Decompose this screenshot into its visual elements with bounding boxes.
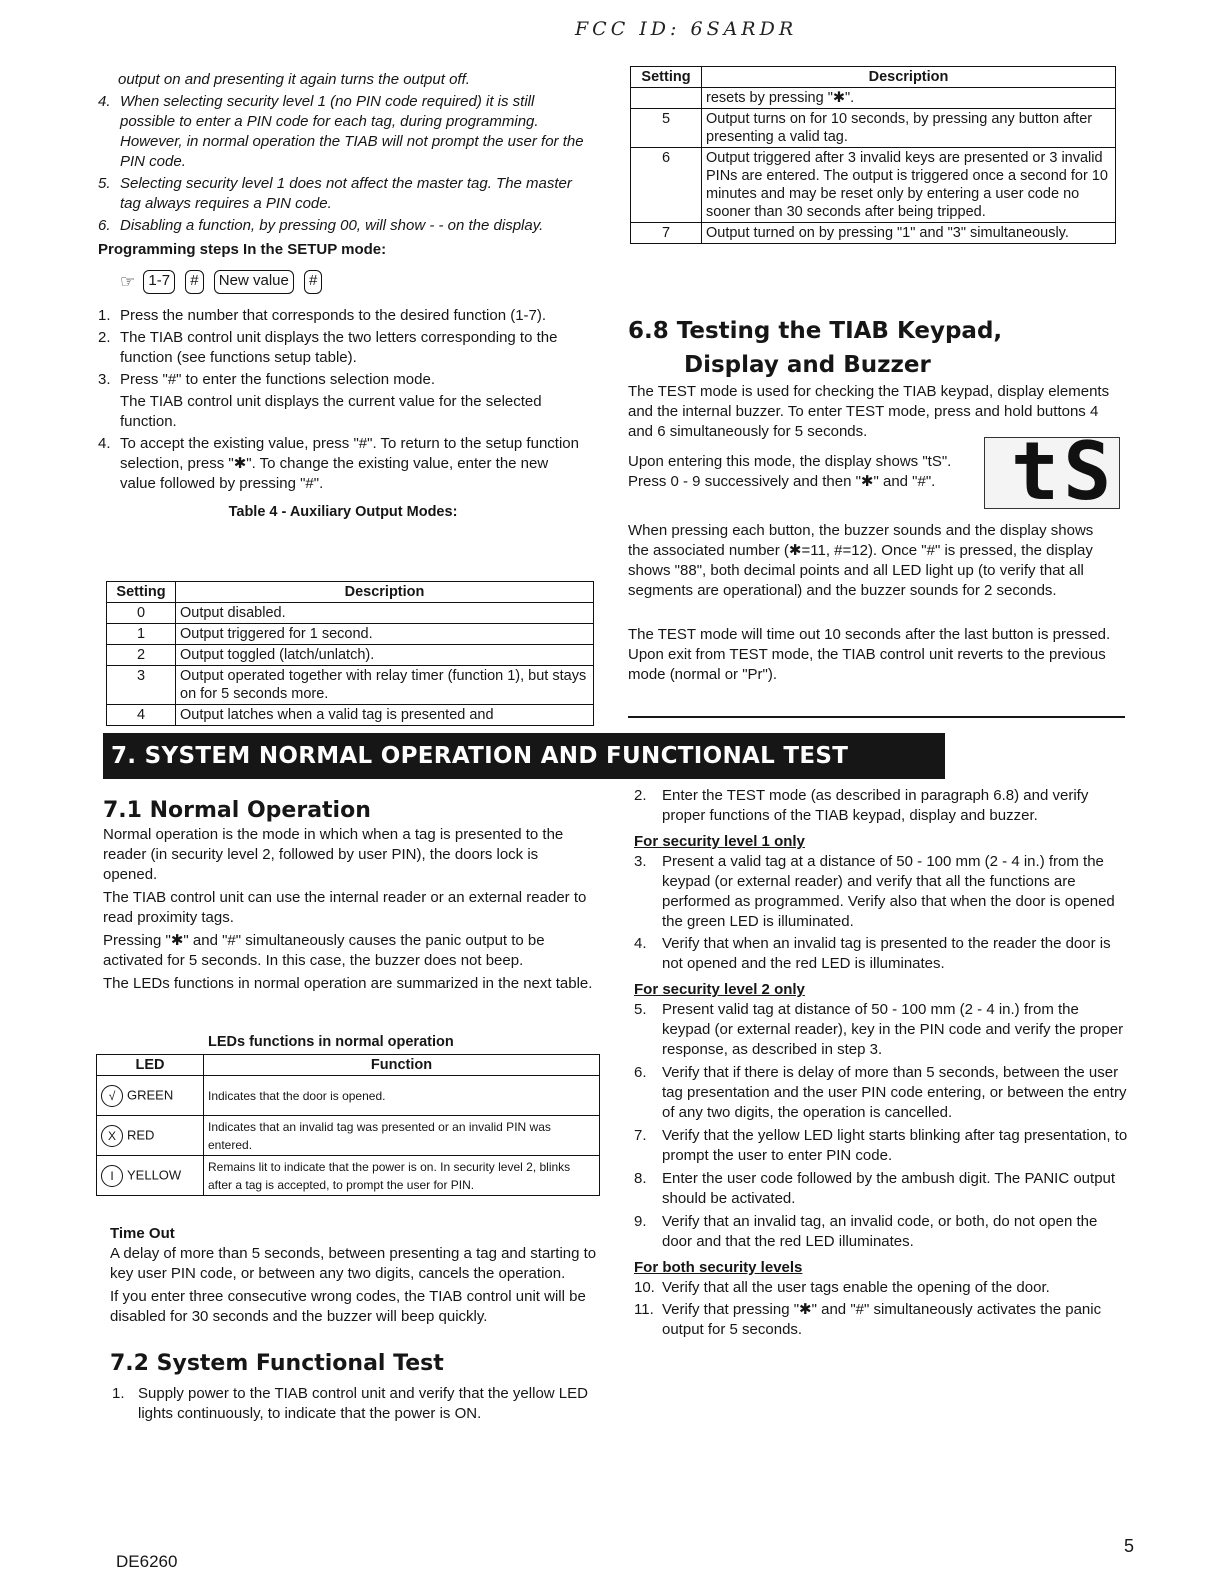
note-6: 6. Disabling a function, by pressing 00, will show - - on the display. (98, 217, 544, 234)
led-functions-table (96, 1054, 600, 1196)
power-icon: I (101, 1165, 123, 1187)
functional-step-8: 8. Enter the user code followed by the ambush digit. The PANIC output should be activated. (634, 1170, 1116, 1207)
both-levels-heading: For both security levels (634, 1259, 803, 1276)
note-4: 4. When selecting security level 1 (no PIN code required) it is still possible to enter a PIN code for each tag, during programming. However, in normal operation the TIAB will not prompt the user for the PIN code. (98, 93, 584, 170)
key-hash-2: # (304, 270, 322, 294)
continued-note: output on and presenting it again turns the output off. (118, 71, 470, 88)
table-row: 1 Output triggered for 1 second. (107, 624, 594, 645)
functional-step-4: 4. Verify that when an invalid tag is presented to the reader the door is not opened and the red LED is illuminates. (634, 935, 1111, 972)
led-table-caption: LEDs functions in normal operation (208, 1034, 454, 1050)
pointing-hand-icon: ☞ (120, 272, 136, 291)
table-row: 4 Output latches when a valid tag is presented and (107, 705, 594, 726)
function-header: Function (204, 1055, 600, 1076)
table-row: 5 Output turns on for 10 seconds, by pressing any button after presenting a valid tag. (631, 109, 1116, 148)
table-header-setting: Setting (107, 582, 176, 603)
functional-step-1: 1. Supply power to the TIAB control unit and verify that the yellow LED lights continuously, to indicate that the power is ON. (112, 1385, 588, 1422)
section-7-1-title: 7.1 Normal Operation (103, 798, 371, 823)
functional-step-2: 2. Enter the TEST mode (as described in paragraph 6.8) and verify proper functions of the TIAB keypad, display and buzzer. (634, 787, 1089, 824)
test-mode-buttons: When pressing each button, the buzzer sounds and the display shows the associated number (✱=11, #=12). Once "#" is pressed, the display shows "88", both decimal points and all LED light up (to verify that all segments are operational) and the buzzer sounds for 2 seconds. (628, 522, 1094, 599)
key-new-value: New value (214, 270, 294, 294)
section-divider (628, 716, 1125, 718)
level2-heading: For security level 2 only (634, 981, 805, 998)
timeout-heading: Time Out (110, 1225, 175, 1242)
timeout-p2: If you enter three consecutive wrong codes, the TIAB control unit will be disabled for 30 seconds and the buzzer will beep quickly. (110, 1288, 586, 1325)
table-row: 2 Output toggled (latch/unlatch). (107, 645, 594, 666)
section-7-2-title: 7.2 System Functional Test (110, 1351, 444, 1376)
functional-test-right (634, 786, 1128, 1342)
functional-step-5: 5. Present valid tag at distance of 50 - 100 mm (2 - 4 in.) from the keypad (or external reader), key in the PIN code and verify the proper response, as described in step 3. (634, 1001, 1124, 1058)
table-header-setting: Setting (631, 67, 702, 88)
section-7-banner: 7. SYSTEM NORMAL OPERATION AND FUNCTIONAL TEST (103, 733, 945, 779)
table4-caption: Table 4 - Auxiliary Output Modes: (228, 504, 458, 520)
functional-step-10: 10. Verify that all the user tags enable the opening of the door. (634, 1279, 1050, 1296)
key-sequence (120, 270, 588, 298)
normal-op-p4: The LEDs functions in normal operation are summarized in the next table. (103, 975, 593, 992)
step-4: 4. To accept the existing value, press "#". To return to the setup function selection, press "✱". To change the existing value, enter the new value followed by pressing "#". (98, 435, 579, 492)
step-1: 1. Press the number that corresponds to the desired function (1-7). (98, 307, 547, 324)
table-row: 7 Output turned on by pressing "1" and "3" simultaneously. (631, 223, 1116, 244)
left-top-column (98, 70, 588, 522)
document-code: DE6260 (116, 1552, 178, 1571)
normal-op-p3: Pressing "✱" and "#" simultaneously causes the panic output to be activated for 5 seconds. In this case, the buzzer does not beep. (103, 932, 545, 969)
fcc-id-handwritten: FCC ID: 6SARDR (575, 18, 798, 40)
functional-step-11: 11. Verify that pressing "✱" and "#" simultaneously activates the panic output for 5 seconds. (634, 1301, 1102, 1338)
display-readout: tS (1011, 425, 1116, 518)
table-row: resets by pressing "✱". (631, 88, 1116, 109)
functional-step-7: 7. Verify that the yellow LED light starts blinking after tag presentation, to prompt the user to enter PIN code. (634, 1127, 1128, 1164)
led-header: LED (97, 1055, 204, 1076)
normal-op-p1: Normal operation is the mode in which when a tag is presented to the reader (in security level 2, followed by user PIN), the doors lock is opened. (103, 826, 564, 883)
table-row: 3 Output operated together with relay timer (function 1), but stays on for 5 seconds more. (107, 666, 594, 705)
key-1-7: 1-7 (143, 270, 175, 294)
level1-heading: For security level 1 only (634, 833, 805, 850)
check-icon: √ (101, 1085, 123, 1107)
setup-steps-heading: Programming steps In the SETUP mode: (98, 241, 387, 258)
functional-step-6: 6. Verify that if there is delay of more than 5 seconds, between the user tag presentation and the user PIN code entering, or between the entry of any two digits, the operation is cancelled. (634, 1064, 1127, 1121)
display-seven-segment (984, 425, 1120, 518)
normal-operation-text (103, 825, 595, 994)
note-5: 5. Selecting security level 1 does not affect the master tag. The master tag always requires a PIN code. (98, 175, 572, 212)
table-row: 0 Output disabled. (107, 603, 594, 624)
functional-step-9: 9. Verify that an invalid tag, an invalid code, or both, do not open the door and that the red LED illuminates. (634, 1213, 1098, 1250)
key-hash: # (185, 270, 203, 294)
section-6-8-title: 6.8 Testing the TIAB Keypad, (628, 318, 1003, 344)
step-2: 2. The TIAB control unit displays the two letters corresponding to the function (see functions setup table). (98, 329, 558, 366)
step-3: 3. Press "#" to enter the functions selection mode. (98, 371, 435, 388)
section-6-8-title-line2: Display and Buzzer (684, 352, 931, 378)
table-row: I YELLOW Remains lit to indicate that the power is on. In security level 2, blinks after a tag is accepted, to prompt the user for PIN. (97, 1156, 600, 1196)
functional-step-3: 3. Present a valid tag at a distance of 50 - 100 mm (2 - 4 in.) from the keypad (or external reader) and verify that all the functions are performed as programmed. Verify also that when the door is opened the green LED is illuminated. (634, 853, 1115, 930)
test-mode-entry: Upon entering this mode, the display shows "tS". Press 0 - 9 successively and then "✱" and "#". (628, 453, 952, 490)
table-header-description: Description (702, 67, 1116, 88)
table-header-description: Description (176, 582, 594, 603)
aux-output-table-continued (630, 66, 1116, 244)
aux-output-table (106, 581, 594, 726)
normal-op-p2: The TIAB control unit can use the internal reader or an external reader to read proximity tags. (103, 889, 587, 926)
timeout-section (110, 1224, 602, 1327)
page-number: 5 (1124, 1536, 1135, 1556)
step-3-detail: The TIAB control unit displays the current value for the selected function. (120, 393, 542, 430)
test-mode-timeout: The TEST mode will time out 10 seconds after the last button is pressed. Upon exit from TEST mode, the TIAB control unit reverts to the previous mode (normal or "Pr"). (628, 626, 1111, 683)
table-row: √ GREEN Indicates that the door is opened. (97, 1076, 600, 1116)
test-mode-intro: The TEST mode is used for checking the TIAB keypad, display elements and the internal buzzer. To enter TEST mode, press and hold buttons 4 and 6 simultaneously for 5 seconds. (628, 383, 1110, 440)
table-row: X RED Indicates that an invalid tag was presented or an invalid PIN was entered. (97, 1116, 600, 1156)
timeout-p1: A delay of more than 5 seconds, between presenting a tag and starting to key user PIN code, or between any two digits, cancels the operation. (110, 1245, 597, 1282)
table-row: 6 Output triggered after 3 invalid keys are presented or 3 invalid PINs are entered. The output is triggered once a second for 10 minutes and may be reset only by entering a user code no sooner than 30 seconds after being tripped. (631, 148, 1116, 223)
x-icon: X (101, 1125, 123, 1147)
